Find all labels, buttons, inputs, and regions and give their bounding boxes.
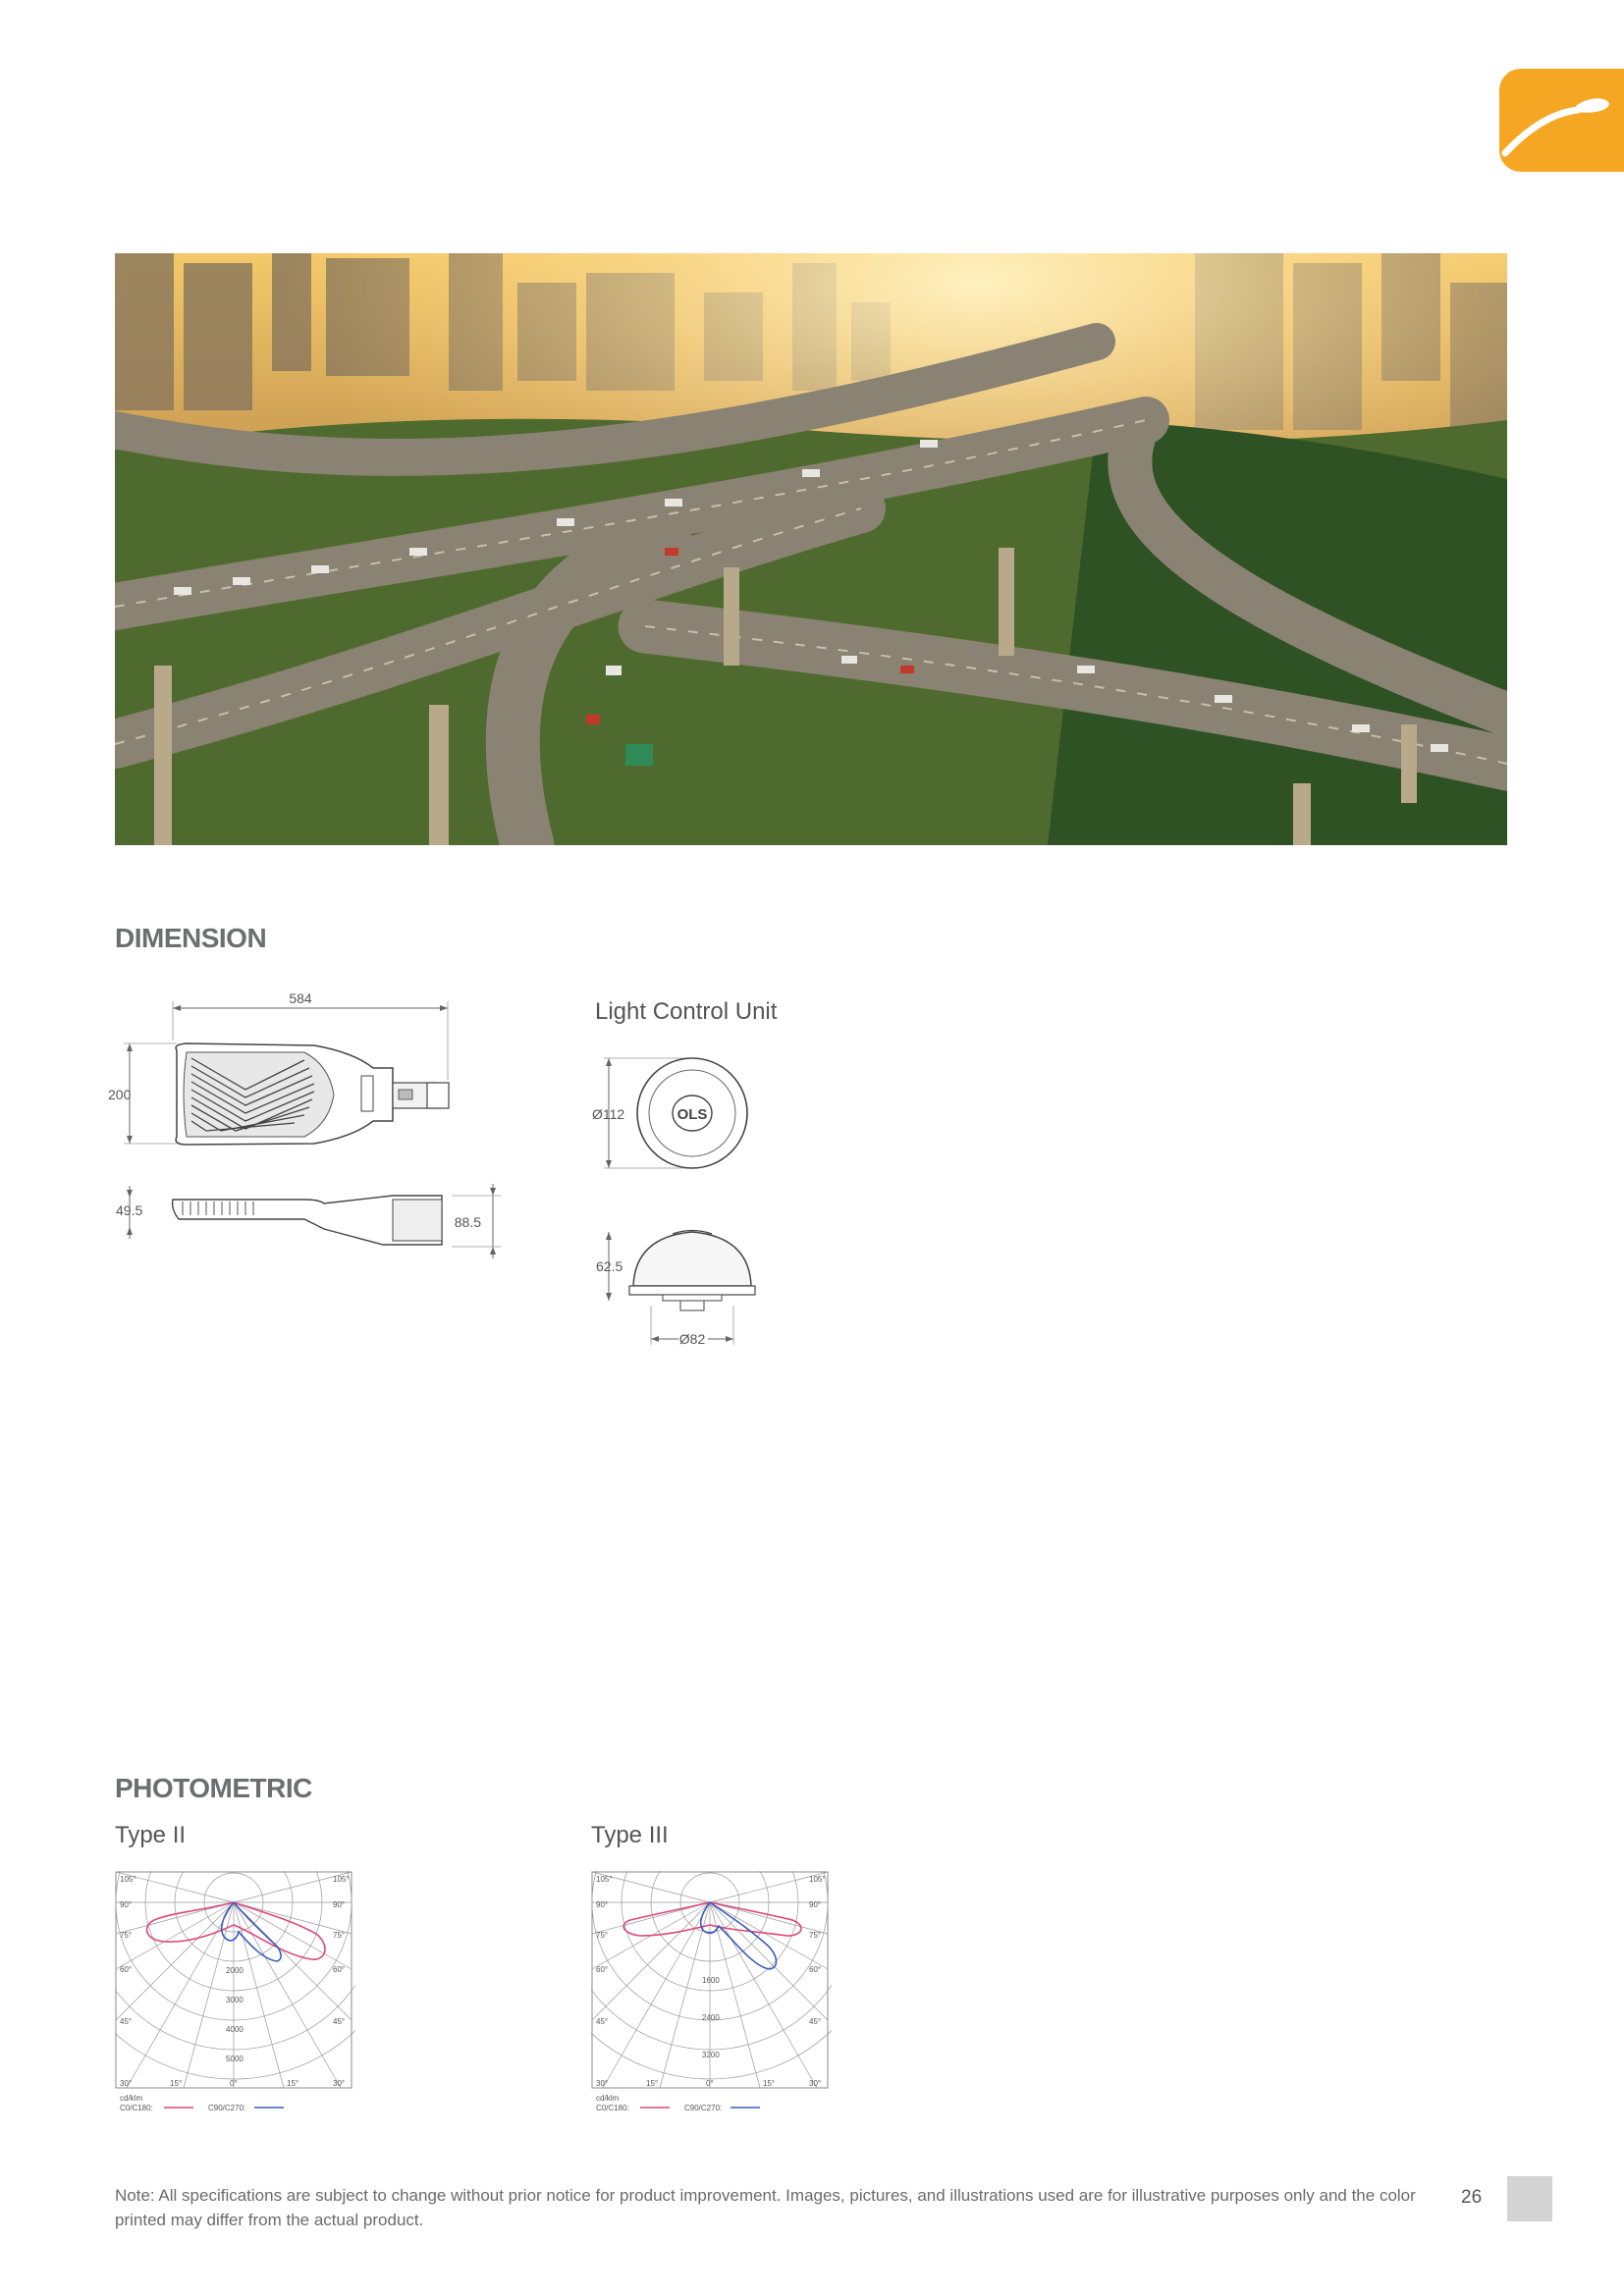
street-lamp-logo-icon: [1499, 69, 1624, 172]
legend-c90-label: C90/C270:: [684, 2104, 723, 2112]
polar-diagram-type-ii: [115, 1871, 355, 2126]
length-label: 584: [289, 991, 312, 1006]
type-ii-title: Type II: [115, 1822, 187, 1848]
angle-label: 90°: [333, 1900, 346, 1909]
polar-diagram-type-iii: [591, 1871, 832, 2126]
brand-logo: [1499, 69, 1624, 172]
hero-photo: [115, 253, 1507, 845]
type-iii-title: Type III: [591, 1822, 669, 1848]
legend-c0-label: C0/C180:: [120, 2104, 153, 2112]
road-sign: [625, 744, 653, 766]
angle-label: 30°: [120, 2079, 133, 2088]
angle-label: 90°: [809, 1900, 822, 1909]
photometric-title: PHOTOMETRIC: [115, 1773, 312, 1803]
angle-label: 75°: [120, 1931, 133, 1940]
light-control-unit-title: Light Control Unit: [595, 998, 778, 1025]
angle-label: 105°: [333, 1875, 350, 1884]
angle-label: 30°: [809, 2079, 822, 2088]
angle-label: 0°: [230, 2079, 238, 2088]
dimension-title: DIMENSION: [115, 923, 267, 953]
angle-label: 75°: [809, 1931, 822, 1940]
luminaire-drawing: [108, 991, 520, 1266]
highway-interchange-photo: [115, 253, 1507, 845]
lcu-height-label: 62.5: [596, 1258, 623, 1274]
ring-label: 2000: [226, 1966, 244, 1975]
height-rear-label: 88.5: [454, 1214, 481, 1230]
unit-label: cd/klm: [596, 2094, 620, 2103]
lcu-base-diameter-label: Ø82: [678, 1331, 706, 1347]
angle-label: 45°: [596, 2017, 609, 2026]
lcu-brand-label: OLS: [677, 1106, 708, 1123]
legend-c0-label: C0/C180:: [596, 2104, 629, 2112]
angle-label: 0°: [706, 2079, 714, 2088]
angle-label: 15°: [287, 2079, 299, 2088]
width-label: 200: [108, 1087, 132, 1102]
light-control-unit-drawing: [584, 1041, 781, 1355]
angle-label: 60°: [120, 1965, 133, 1974]
angle-label: 90°: [596, 1900, 609, 1909]
angle-label: 15°: [763, 2079, 776, 2088]
angle-label: 75°: [333, 1931, 346, 1940]
angle-label: 15°: [170, 2079, 183, 2088]
angle-label: 60°: [333, 1965, 346, 1974]
angle-label: 45°: [809, 2017, 822, 2026]
angle-label: 90°: [120, 1900, 133, 1909]
ring-label: 3000: [226, 1996, 244, 2004]
legend-c90-label: C90/C270:: [208, 2104, 246, 2112]
ring-label: 5000: [226, 2055, 244, 2063]
angle-label: 105°: [809, 1875, 826, 1884]
angle-label: 15°: [646, 2079, 659, 2088]
ring-label: 2400: [702, 2013, 720, 2022]
ring-label: 4000: [226, 2025, 244, 2034]
angle-label: 30°: [596, 2079, 609, 2088]
height-front-label: 49.5: [116, 1202, 143, 1218]
unit-label: cd/klm: [120, 2094, 143, 2103]
lcu-diameter-label: Ø112: [592, 1106, 625, 1122]
page-number: 26: [1461, 2187, 1483, 2208]
angle-label: 60°: [596, 1965, 609, 1974]
angle-label: 30°: [333, 2079, 346, 2088]
angle-label: 45°: [120, 2017, 133, 2026]
angle-label: 105°: [596, 1875, 613, 1884]
disclaimer-note: Note: All specifications are subject to change without prior notice for product improvement. Images, pictures, and illustrations used are for illustrative purposes only and the color printed may differ from the actual product.: [115, 2186, 1416, 2229]
angle-label: 60°: [809, 1965, 822, 1974]
ring-label: 3200: [702, 2051, 720, 2059]
ring-label: 1600: [702, 1976, 720, 1985]
angle-label: 105°: [120, 1875, 136, 1884]
page-tab-marker: [1507, 2176, 1552, 2221]
angle-label: 75°: [596, 1931, 609, 1940]
angle-label: 45°: [333, 2017, 346, 2026]
